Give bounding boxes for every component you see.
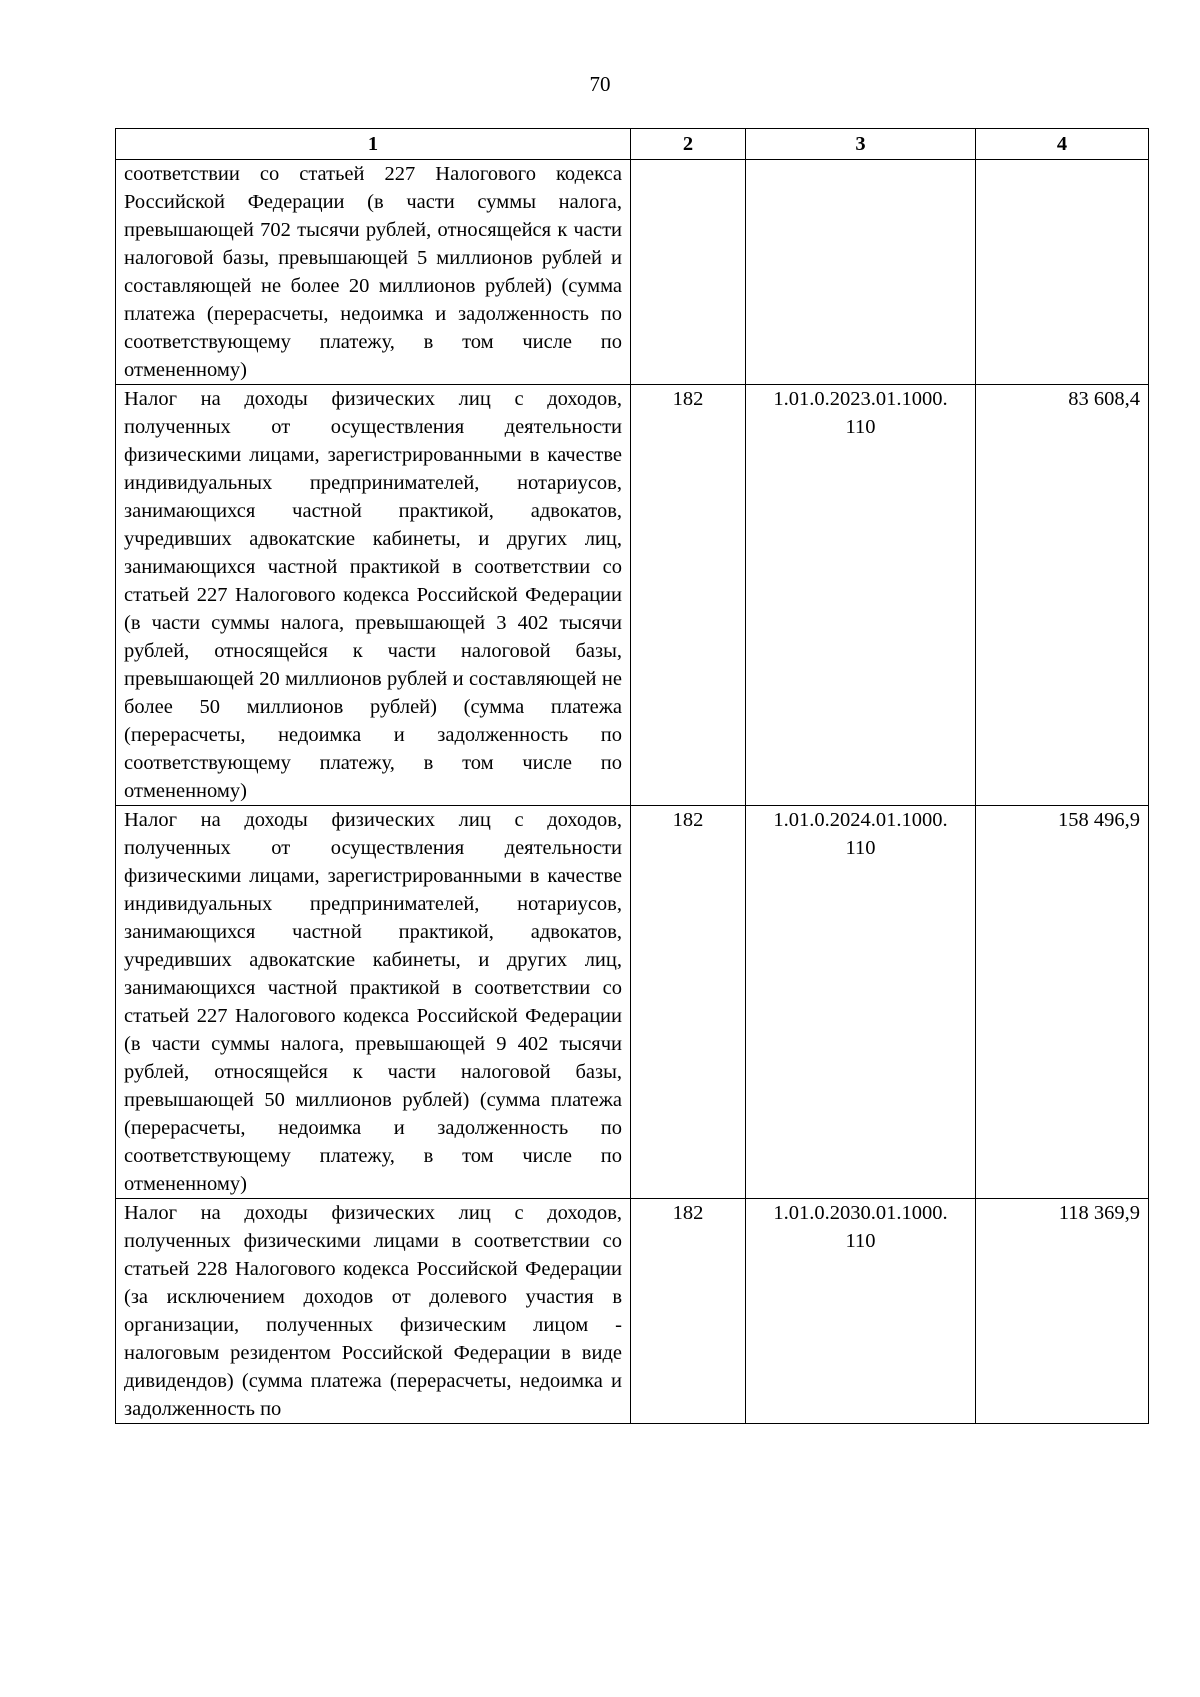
row-kbk [746,806,976,1199]
table-row [116,806,1149,1199]
table-row [116,1199,1149,1424]
row-admin-code: 182 [631,1199,746,1424]
header-col-4: 4 [976,129,1149,160]
row-description: соответствии со статьей 227 Налогового кодекса Российской Федерации (в части суммы налога, превышающей 702 тысячи рублей, относящейся к части налоговой базы, превышающей 5 миллионов рублей и составляющей не более 20 миллионов рублей) (сумма платежа (перерасчеты, недоимка и задолженность по соответствующему платежу, в том числе по отмененному) [116,160,631,385]
row-admin-code [631,160,746,385]
row-kbk [746,385,976,806]
table-row [116,160,1149,385]
row-amount: 118 369,9 [976,1199,1149,1424]
row-kbk [746,1199,976,1424]
kbk-line-2: 110 [845,837,876,859]
header-col-2: 2 [631,129,746,160]
row-admin-code: 182 [631,806,746,1199]
kbk-line-1: 1.01.0.2023.01.1000. [773,388,948,410]
header-col-3: 3 [746,129,976,160]
budget-table [115,128,1149,1424]
row-amount [976,160,1149,385]
row-description: Налог на доходы физических лиц с доходов, полученных физическими лицами в соответствии со статьей 228 Налогового кодекса Российской Федерации (за исключением доходов от долевого участия в организации, полученных физическим лицом - налоговым резидентом Российской Федерации в виде дивидендов) (сумма платежа (перерасчеты, недоимка и задолженность по [116,1199,631,1424]
kbk-line-2: 110 [845,1230,876,1252]
kbk-line-1: 1.01.0.2024.01.1000. [773,809,948,831]
page-number: 70 [589,72,611,96]
kbk-line-1: 1.01.0.2030.01.1000. [773,1202,948,1224]
row-amount: 83 608,4 [976,385,1149,806]
table-row [116,385,1149,806]
table-header-row [116,129,1149,160]
header-col-1: 1 [116,129,631,160]
row-amount: 158 496,9 [976,806,1149,1199]
kbk-line-2: 110 [845,416,876,438]
row-kbk [746,160,976,385]
row-description: Налог на доходы физических лиц с доходов, полученных от осуществления деятельности физическими лицами, зарегистрированными в качестве индивидуальных предпринимателей, нотариусов, занимающихся частной практикой, адвокатов, учредивших адвокатские кабинеты, и других лиц, занимающихся частной практикой в соответствии со статьей 227 Налогового кодекса Российской Федерации (в части суммы налога, превышающей 9 402 тысячи рублей, относящейся к части налоговой базы, превышающей 50 миллионов рублей) (сумма платежа (перерасчеты, недоимка и задолженность по соответствующему платежу, в том числе по отмененному) [116,806,631,1199]
row-admin-code: 182 [631,385,746,806]
row-description: Налог на доходы физических лиц с доходов, полученных от осуществления деятельности физическими лицами, зарегистрированными в качестве индивидуальных предпринимателей, нотариусов, занимающихся частной практикой, адвокатов, учредивших адвокатские кабинеты, и других лиц, занимающихся частной практикой в соответствии со статьей 227 Налогового кодекса Российской Федерации (в части суммы налога, превышающей 3 402 тысячи рублей, относящейся к части налоговой базы, превышающей 20 миллионов рублей и составляющей не более 50 миллионов рублей) (сумма платежа (перерасчеты, недоимка и задолженность по соответствующему платежу, в том числе по отмененному) [116,385,631,806]
